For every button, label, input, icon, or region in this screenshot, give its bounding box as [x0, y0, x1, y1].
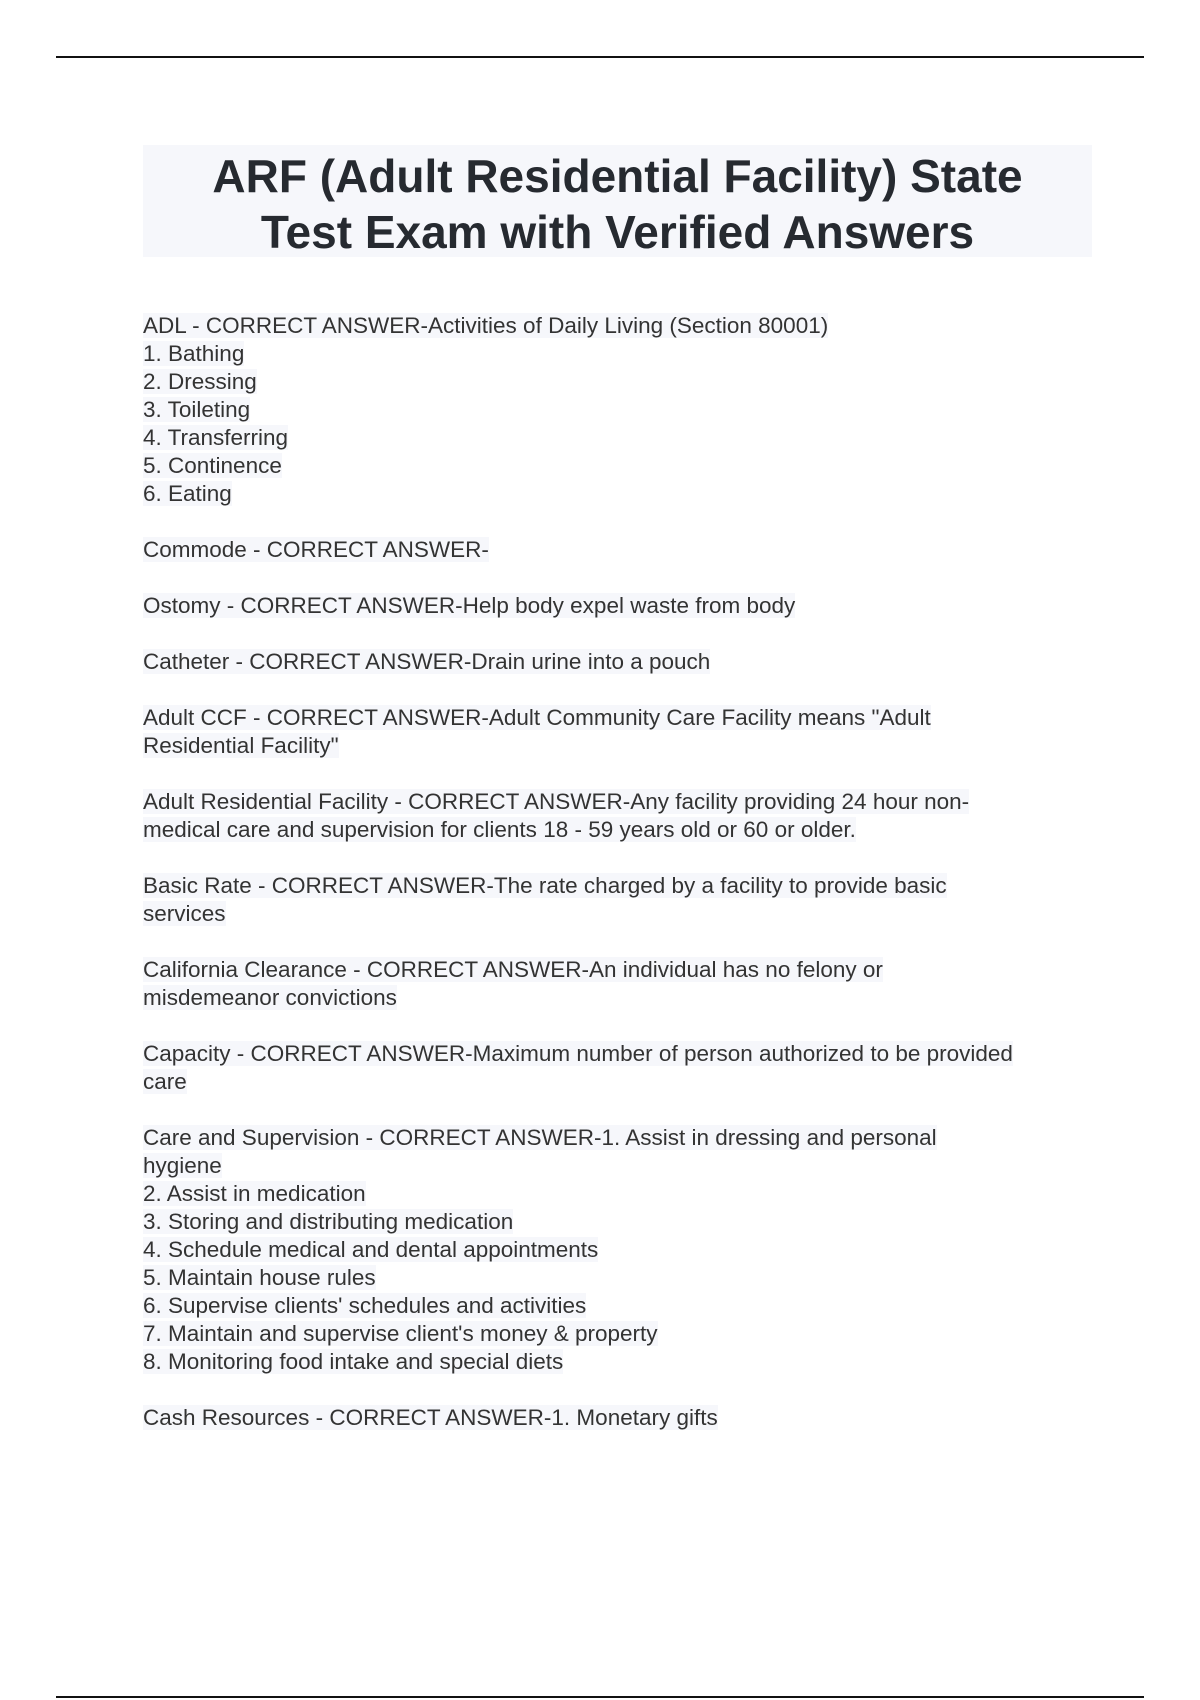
entry-line: care [143, 1069, 187, 1094]
entry-line: 8. Monitoring food intake and special diets [143, 1349, 564, 1374]
entry-adult-ccf [143, 704, 1093, 760]
entry-line: 6. Supervise clients' schedules and activities [143, 1293, 587, 1318]
entry-line: 6. Eating [143, 481, 232, 506]
entry-line: Ostomy - CORRECT ANSWER-Help body expel waste from body [143, 593, 796, 618]
entry-commode [143, 536, 1093, 564]
document-title [143, 145, 1092, 260]
entry-line: medical care and supervision for clients 18 - 59 years old or 60 or older. [143, 817, 856, 842]
entry-line: ADL - CORRECT ANSWER-Activities of Daily Living (Section 80001) [143, 313, 829, 338]
entry-line: Adult Residential Facility - CORRECT ANSWER-Any facility providing 24 hour non- [143, 789, 970, 814]
entry-line: 1. Bathing [143, 341, 245, 366]
entry-line: misdemeanor convictions [143, 985, 397, 1010]
entry-basic-rate [143, 872, 1093, 928]
title-line-1: ARF (Adult Residential Facility) State [212, 150, 1023, 202]
entry-adult-residential-facility [143, 788, 1093, 844]
entry-ostomy [143, 592, 1093, 620]
entry-line: services [143, 901, 226, 926]
entry-line: 4. Schedule medical and dental appointments [143, 1237, 599, 1262]
entry-line: Commode - CORRECT ANSWER- [143, 537, 489, 562]
entry-line: 2. Assist in medication [143, 1181, 366, 1206]
qa-list [143, 312, 1093, 1460]
entry-line: Residential Facility" [143, 733, 339, 758]
entry-capacity [143, 1040, 1093, 1096]
entry-line: hygiene [143, 1153, 222, 1178]
entry-catheter [143, 648, 1093, 676]
top-rule [56, 56, 1144, 58]
bottom-rule [56, 1696, 1144, 1698]
entry-line: 3. Toileting [143, 397, 251, 422]
title-line-2: Test Exam with Verified Answers [260, 206, 975, 258]
entry-line: Care and Supervision - CORRECT ANSWER-1. Assist in dressing and personal [143, 1125, 937, 1150]
title-box [143, 145, 1092, 257]
entry-california-clearance [143, 956, 1093, 1012]
entry-line: 5. Continence [143, 453, 282, 478]
entry-line: 2. Dressing [143, 369, 257, 394]
entry-line: 5. Maintain house rules [143, 1265, 376, 1290]
entry-line: Adult CCF - CORRECT ANSWER-Adult Community Care Facility means "Adult [143, 705, 931, 730]
entry-line: California Clearance - CORRECT ANSWER-An individual has no felony or [143, 957, 883, 982]
entry-line: Catheter - CORRECT ANSWER-Drain urine into a pouch [143, 649, 711, 674]
entry-cash-resources [143, 1404, 1093, 1432]
entry-adl [143, 312, 1093, 508]
entry-line: 7. Maintain and supervise client's money & property [143, 1321, 658, 1346]
entry-line: 3. Storing and distributing medication [143, 1209, 514, 1234]
entry-line: Basic Rate - CORRECT ANSWER-The rate charged by a facility to provide basic [143, 873, 947, 898]
entry-line: Capacity - CORRECT ANSWER-Maximum number of person authorized to be provided [143, 1041, 1013, 1066]
entry-line: Cash Resources - CORRECT ANSWER-1. Monetary gifts [143, 1405, 718, 1430]
entry-care-and-supervision [143, 1124, 1093, 1376]
entry-line: 4. Transferring [143, 425, 289, 450]
